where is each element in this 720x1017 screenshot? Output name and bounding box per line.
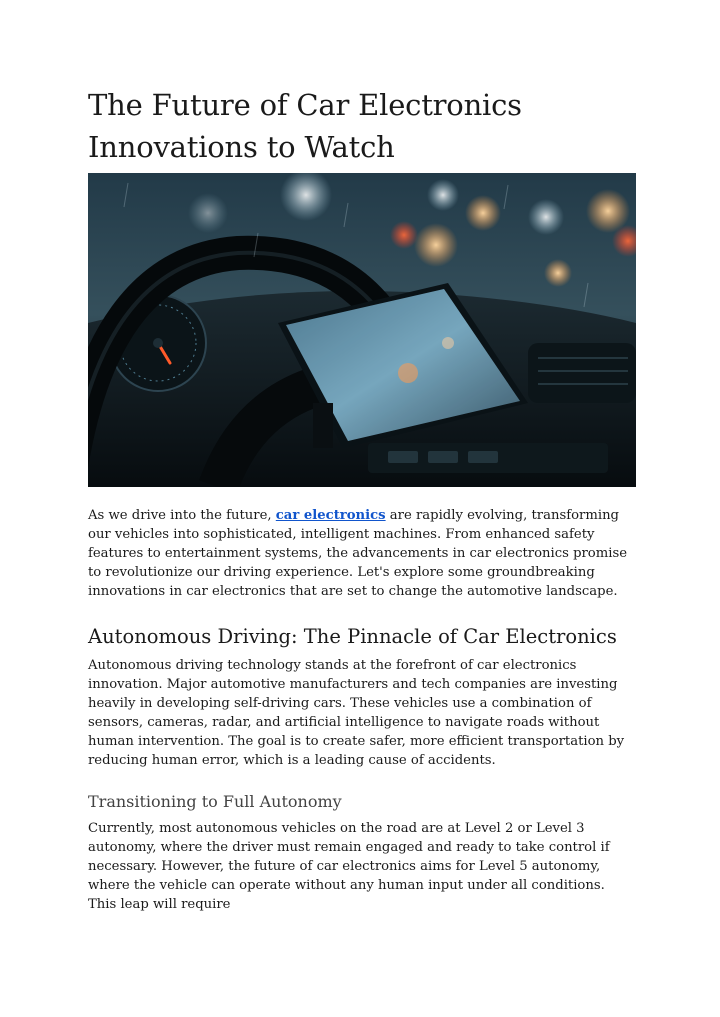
intro-text-start: As we drive into the future, — [88, 508, 276, 523]
intro-text-end: are rapidly evolving, transforming our vehicles into sophisticated, intelligent machines. From enhanced safety features to entertainment systems, the advancements in car electronics promise to revolutionize our driving experience. Let's explore some groundbreaking innovations in car electronics that are set to change the automotive landscape. — [88, 508, 628, 599]
car-electronics-link[interactable]: car electronics — [275, 508, 386, 523]
section-heading-autonomous-driving: Autonomous Driving: The Pinnacle of Car Electronics — [88, 625, 617, 648]
document-title — [88, 84, 636, 168]
title-line-2: Innovations to Watch — [88, 130, 395, 164]
subsection-heading-full-autonomy: Transitioning to Full Autonomy — [88, 792, 342, 811]
car-dashboard-photo — [88, 173, 636, 487]
title-line-1: The Future of Car Electronics — [88, 88, 522, 122]
hero-image — [88, 173, 636, 487]
intro-paragraph — [88, 506, 636, 601]
subsection-body-full-autonomy: Currently, most autonomous vehicles on the road are at Level 2 or Level 3 autonomy, where the driver must remain engaged and ready to take control if necessary. However, the future of car electronics aims for Level 5 autonomy, where the vehicle can operate without any human input under all conditions. This leap will require — [88, 821, 610, 912]
section-body-autonomous-driving: Autonomous driving technology stands at the forefront of car electronics innovation. Major automotive manufacturers and tech companies are investing heavily in developing self-driving cars. These vehicles use a combination of sensors, cameras, radar, and artificial intelligence to navigate roads without human intervention. The goal is to create safer, more efficient transportation by reducing human error, which is a leading cause of accidents. — [88, 658, 625, 768]
